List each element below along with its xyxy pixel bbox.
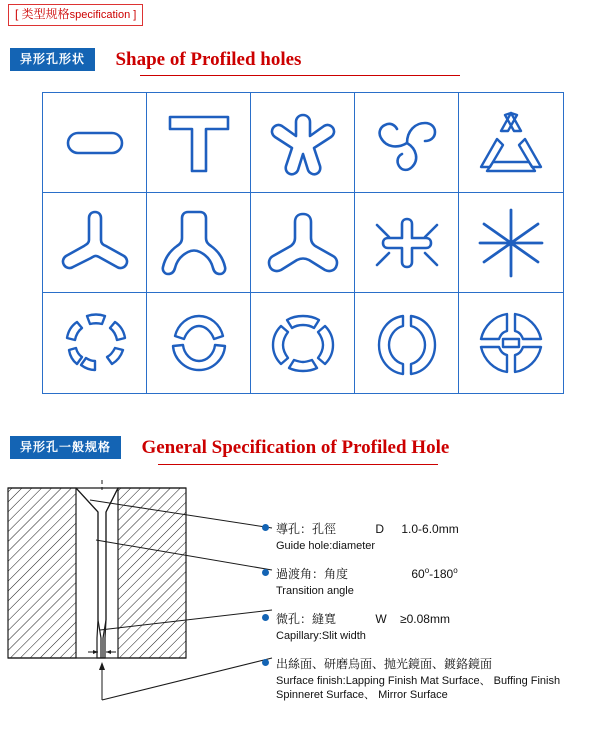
shape-cell-tee-hole <box>147 93 251 193</box>
section-underline-shapes <box>140 75 460 76</box>
shape-cell-cross-in-ring-hole <box>459 293 563 393</box>
legend-label-en-capillary: Capillary:Slit width <box>276 630 366 642</box>
bullet-icon <box>262 524 269 531</box>
legend-item-guide-hole <box>276 520 596 553</box>
shape-cell-y-shape-bent-hole <box>147 193 251 293</box>
shape-cell-split-ring-hole <box>147 293 251 393</box>
legend-label-en-surface-finish: Surface finish:Lapping Finish Mat Surface、 Buffing Finish Spinneret Surface、 Mirror Surface <box>276 675 561 701</box>
section-underline-general-spec <box>158 464 438 465</box>
section-title-shapes: Shape of Profiled holes <box>115 48 302 70</box>
specification-tag-cn: [ 类型规格 <box>15 7 70 21</box>
shape-cell-eight-point-star-hole <box>459 193 563 293</box>
shape-cell-cross-lobal-hole <box>355 193 459 293</box>
shape-cell-y-thick-hole <box>251 193 355 293</box>
legend-label-cn-guide-hole: 導孔：孔徑 <box>276 522 337 536</box>
specification-tag-en: specification ] <box>69 9 137 21</box>
shape-cell-two-arc-ring-hole <box>355 293 459 393</box>
degree-sup-max: o <box>453 566 458 575</box>
legend-item-transition-angle <box>276 565 596 598</box>
shape-cell-pinwheel-hole <box>355 93 459 193</box>
spec-legend <box>276 520 596 714</box>
legend-value-transition-angle-max: -180 <box>429 567 454 581</box>
section-header-general-spec <box>10 436 449 460</box>
bullet-icon <box>262 659 269 666</box>
legend-item-capillary <box>276 610 596 643</box>
section-badge-general-spec: 异形孔一般规格 <box>10 436 121 459</box>
shape-cell-y-shape-hole <box>43 193 147 293</box>
legend-label-cn-surface-finish: 出絲面、研磨烏面、抛光鏡面、鍍鉻鏡面 <box>276 657 493 671</box>
section-header-shapes <box>10 48 301 72</box>
bullet-icon <box>262 569 269 576</box>
shape-cell-segmented-ring-hole <box>43 293 147 393</box>
spinneret-cross-section-diagram <box>0 470 604 746</box>
legend-label-en-transition-angle: Transition angle <box>276 585 354 597</box>
legend-symbol-capillary: W <box>375 612 387 626</box>
profiled-holes-grid <box>42 92 564 394</box>
shape-cell-triangle-arrow-hole <box>459 93 563 193</box>
section-badge-shapes: 异形孔形状 <box>10 48 95 71</box>
legend-item-surface-finish <box>276 655 596 702</box>
shape-cell-three-arc-ring-hole <box>251 293 355 393</box>
legend-value-capillary: ≥0.08mm <box>400 612 450 626</box>
section-title-general-spec: General Specification of Profiled Hole <box>141 436 450 458</box>
shape-cell-tri-lobal-hole <box>251 93 355 193</box>
legend-label-en-guide-hole: Guide hole:diameter <box>276 540 376 552</box>
specification-tag <box>8 4 143 26</box>
degree-sup-min: o <box>424 566 430 575</box>
legend-symbol-guide-hole: D <box>375 522 385 536</box>
legend-label-cn-capillary: 微孔：縫寬 <box>276 612 337 626</box>
legend-value-guide-hole: 1.0-6.0mm <box>401 522 459 536</box>
legend-value-transition-angle-min: 60 <box>411 567 425 581</box>
legend-label-cn-transition-angle: 過渡角：角度 <box>276 567 349 581</box>
shape-cell-dumbbell-hole <box>43 93 147 193</box>
bullet-icon <box>262 614 269 621</box>
